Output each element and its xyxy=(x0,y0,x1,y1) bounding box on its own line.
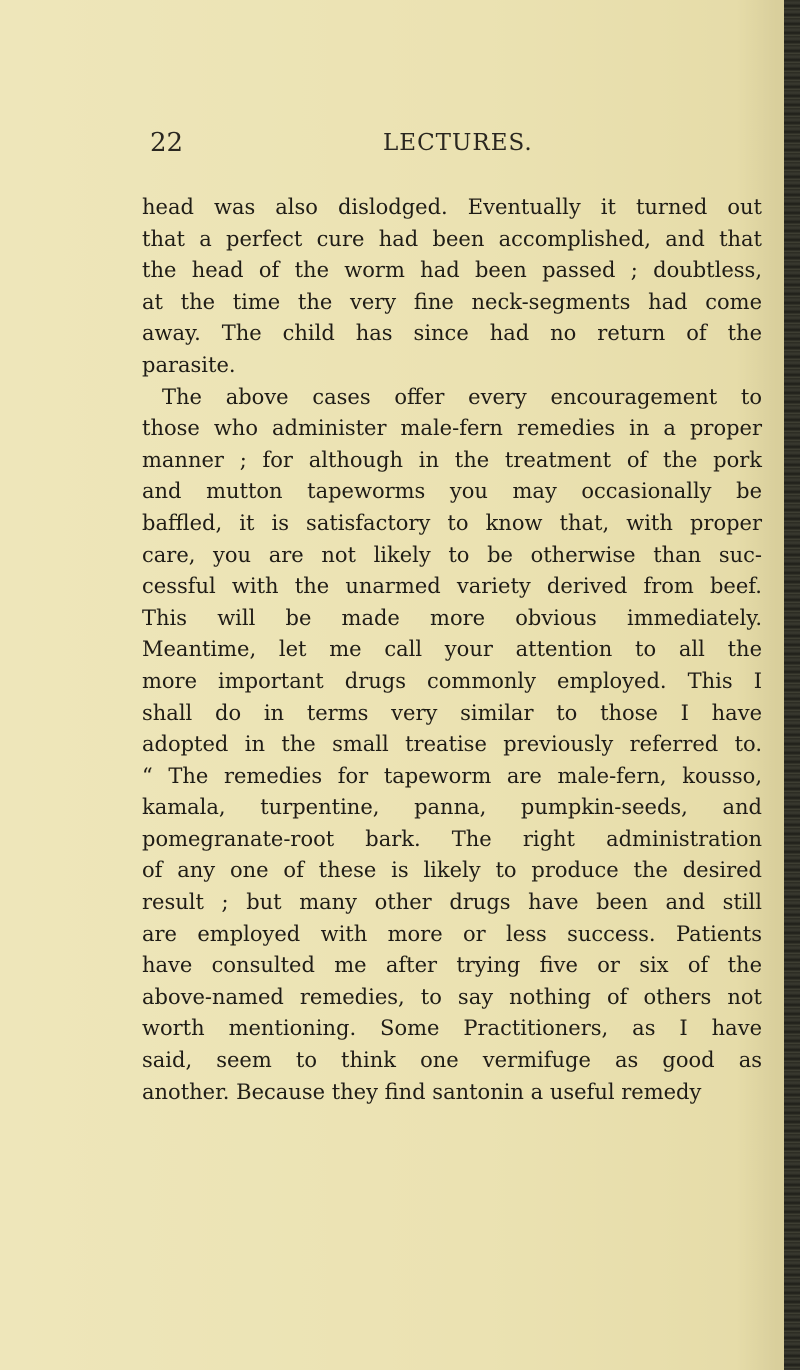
text-line: parasite. xyxy=(142,352,236,377)
body-text xyxy=(142,192,762,1108)
text-line: baffled, it is satisfactory to know that, with proper xyxy=(142,510,762,535)
text-line: manner ; for although in the treatment of the pork xyxy=(142,447,762,472)
text-line: of any one of these is likely to produce the desired xyxy=(142,858,762,883)
text-line: kamala, turpentine, panna, pumpkin-seeds, and xyxy=(142,795,762,820)
text-line: and mutton tapeworms you may occasionally be xyxy=(142,479,762,504)
text-line: pomegranate-root bark. The right administration xyxy=(142,826,762,851)
text-line: head was also dislodged. Eventually it turned out xyxy=(142,195,762,219)
text-line: the head of the worm had been passed ; doubtless, xyxy=(142,258,762,283)
text-line: result ; but many other drugs have been and still xyxy=(142,890,762,915)
text-line: have consulted me after trying five or six of the xyxy=(142,953,762,978)
text-line: Meantime, let me call your attention to all the xyxy=(142,637,762,662)
text-line: are employed with more or less success. Patients xyxy=(142,921,762,946)
text-line: shall do in terms very similar to those I have xyxy=(142,700,762,725)
text-line: said, seem to think one vermifuge as good as xyxy=(142,1048,762,1073)
text-line: above-named remedies, to say nothing of others not xyxy=(142,984,762,1009)
page-number: 22 xyxy=(150,128,184,158)
text-line: The above cases offer every encouragement to xyxy=(162,384,762,409)
text-line: This will be made more obvious immediately. xyxy=(142,605,762,630)
text-line: at the time the very fine neck-segments had come xyxy=(142,289,762,314)
text-line: care, you are not likely to be otherwise than suc- xyxy=(142,542,762,567)
text-line: adopted in the small treatise previously referred to. xyxy=(142,732,762,757)
page-header xyxy=(0,128,780,168)
text-line: cessful with the unarmed variety derived from beef. xyxy=(142,574,762,599)
text-line: that a perfect cure had been accomplished, and that xyxy=(142,226,762,251)
page-edge xyxy=(784,0,800,1370)
text-line: “ The remedies for tapeworm are male-fern, kousso, xyxy=(142,763,762,788)
running-head: LECTURES. xyxy=(383,130,533,156)
text-line: more important drugs commonly employed. This I xyxy=(142,668,762,693)
text-line: another. Because they find santonin a useful remedy xyxy=(142,1079,702,1104)
text-line: away. The child has since had no return of the xyxy=(142,321,762,346)
text-line: worth mentioning. Some Practitioners, as I have xyxy=(142,1016,762,1041)
text-line: those who administer male-fern remedies in a proper xyxy=(142,416,762,441)
